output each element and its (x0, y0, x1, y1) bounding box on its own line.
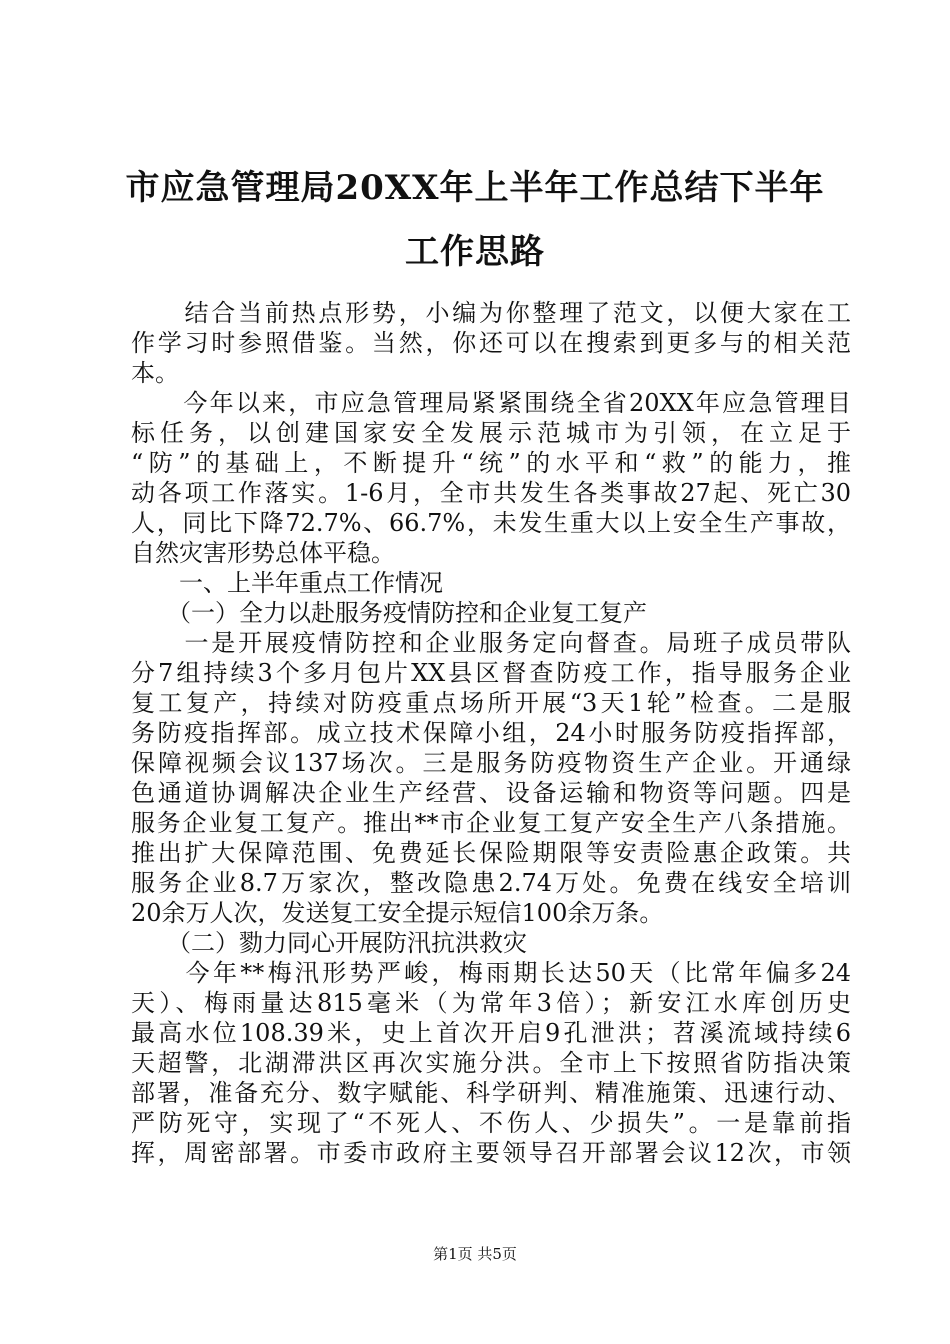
body-line: “防”的基础上，不断提升“统”的水平和“救”的能力，推 (131, 449, 851, 477)
body-line: 复工复产，持续对防疫重点场所开展“3天1轮”检查。二是服 (131, 689, 851, 717)
body-line: 挥，周密部署。市委市政府主要领导召开部署会议12次，市领 (131, 1139, 851, 1167)
body-line: 20余万人次，发送复工安全提示短信100余万条。 (131, 899, 664, 927)
body-line: 服务企业复工复产。推出**市企业复工复产安全生产八条措施。 (131, 809, 851, 837)
body-line: 一是开展疫情防控和企业服务定向督查。局班子成员带队 (131, 629, 851, 657)
body-line: 今年**梅汛形势严峻，梅雨期长达50天（比常年偏多24 (131, 959, 851, 987)
body-line: 人，同比下降72.7%、66.7%，未发生重大以上安全生产事故， (131, 509, 851, 537)
page-footer: 第1页 共5页 (433, 1245, 517, 1263)
body-line: 天超警，北湖滞洪区再次实施分洪。全市上下按照省防指决策 (131, 1049, 851, 1077)
body-line: （二）勠力同心开展防汛抗洪救灾 (131, 929, 527, 957)
body-line: 色通道协调解决企业生产经营、设备运输和物资等问题。四是 (131, 779, 851, 807)
body-line: 严防死守，实现了“不死人、不伤人、少损失”。一是靠前指 (131, 1109, 851, 1137)
body-line: 最高水位108.39米，史上首次开启9孔泄洪；苕溪流域持续6 (131, 1019, 851, 1047)
document-body (131, 298, 851, 1168)
body-line: 自然灾害形势总体平稳。 (131, 539, 395, 567)
body-line: 本。 (131, 359, 179, 387)
body-line: 推出扩大保障范围、免费延长保险期限等安责险惠企政策。共 (131, 839, 851, 867)
body-line: 今年以来，市应急管理局紧紧围绕全省20XX年应急管理目 (131, 389, 851, 417)
body-line: 天）、梅雨量达815毫米（为常年3倍）；新安江水库创历史 (131, 989, 851, 1017)
body-line: 保障视频会议137场次。三是服务防疫物资生产企业。开通绿 (131, 749, 851, 777)
body-line: 一、上半年重点工作情况 (131, 569, 443, 597)
body-line: 服务企业8.7万家次，整改隐患2.74万处。免费在线安全培训 (131, 869, 851, 897)
body-line: 结合当前热点形势，小编为你整理了范文，以便大家在工 (131, 299, 851, 327)
body-line: 动各项工作落实。1-6月，全市共发生各类事故27起、死亡30 (131, 479, 851, 507)
document-title-line-1: 市应急管理局20XX年上半年工作总结下半年 (125, 168, 825, 208)
body-line: 标任务，以创建国家安全发展示范城市为引领，在立足于 (131, 419, 851, 447)
body-line: 分7组持续3个多月包片XX县区督查防疫工作，指导服务企业 (131, 659, 851, 687)
body-line: （一）全力以赴服务疫情防控和企业复工复产 (131, 599, 647, 627)
body-line: 作学习时参照借鉴。当然，你还可以在搜索到更多与的相关范 (131, 329, 851, 357)
document-title-line-2: 工作思路 (405, 232, 545, 272)
body-line: 务防疫指挥部。成立技术保障小组，24小时服务防疫指挥部， (131, 719, 851, 747)
body-line: 部署，准备充分、数字赋能、科学研判、精准施策、迅速行动、 (131, 1079, 851, 1107)
